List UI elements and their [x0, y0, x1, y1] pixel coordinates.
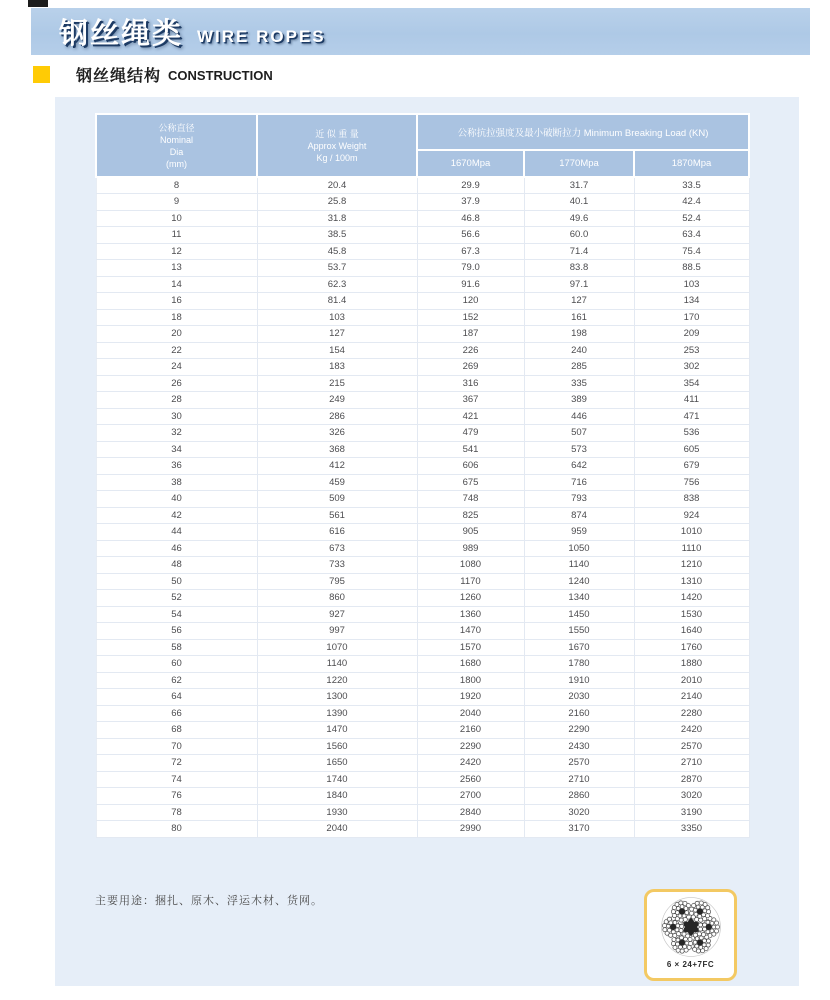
- table-cell: 1450: [524, 606, 634, 623]
- table-cell: 421: [417, 408, 524, 425]
- table-row: [96, 227, 749, 244]
- table-cell: 1550: [524, 623, 634, 640]
- table-cell: 2030: [524, 689, 634, 706]
- table-cell: 81.4: [257, 293, 417, 310]
- table-cell: 2840: [417, 804, 524, 821]
- table-row: [96, 623, 749, 640]
- table-cell: 120: [417, 293, 524, 310]
- table-cell: 187: [417, 326, 524, 343]
- table-row: [96, 276, 749, 293]
- table-cell: 16: [96, 293, 257, 310]
- table-cell: 605: [634, 441, 749, 458]
- table-cell: 1470: [417, 623, 524, 640]
- table-cell: 1140: [257, 656, 417, 673]
- table-cell: 2290: [524, 722, 634, 739]
- table-cell: 170: [634, 309, 749, 326]
- table-row: [96, 771, 749, 788]
- table-cell: 240: [524, 342, 634, 359]
- table-cell: 1310: [634, 573, 749, 590]
- table-cell: 1220: [257, 672, 417, 689]
- table-row: [96, 804, 749, 821]
- table-cell: 1780: [524, 656, 634, 673]
- table-cell: 31.8: [257, 210, 417, 227]
- table-cell: 1740: [257, 771, 417, 788]
- table-cell: 756: [634, 474, 749, 491]
- table-cell: 209: [634, 326, 749, 343]
- table-cell: 72: [96, 755, 257, 772]
- table-row: [96, 491, 749, 508]
- table-cell: 616: [257, 524, 417, 541]
- table-cell: 38: [96, 474, 257, 491]
- table-cell: 1680: [417, 656, 524, 673]
- title-bar: [31, 8, 810, 55]
- table-cell: 2570: [634, 738, 749, 755]
- table-cell: 989: [417, 540, 524, 557]
- table-cell: 91.6: [417, 276, 524, 293]
- table-cell: 2430: [524, 738, 634, 755]
- table-row: [96, 408, 749, 425]
- header-weight-unit: Kg / 100m: [316, 152, 358, 163]
- table-row: [96, 689, 749, 706]
- table-cell: 2290: [417, 738, 524, 755]
- rope-cross-section-diagram: [644, 889, 737, 981]
- table-cell: 2420: [417, 755, 524, 772]
- rope-construction-label: 6 × 24+7FC: [666, 960, 715, 969]
- table-cell: 97.1: [524, 276, 634, 293]
- table-cell: 75.4: [634, 243, 749, 260]
- header-dia-en2: Dia: [169, 146, 184, 157]
- table-row: [96, 540, 749, 557]
- content-panel: [55, 97, 799, 986]
- table-cell: 1260: [417, 590, 524, 607]
- header-weight-zh: 近 似 重 量: [315, 128, 359, 139]
- table-cell: 54: [96, 606, 257, 623]
- header-dia-zh: 公称直径: [158, 122, 195, 133]
- yellow-bullet-icon: [33, 66, 50, 83]
- rope-cross-section-icon: [656, 895, 726, 959]
- table-cell: 1910: [524, 672, 634, 689]
- table-cell: 103: [257, 309, 417, 326]
- table-cell: 60.0: [524, 227, 634, 244]
- table-cell: 33.5: [634, 177, 749, 194]
- table-cell: 471: [634, 408, 749, 425]
- table-cell: 285: [524, 359, 634, 376]
- header-nominal-dia: [96, 114, 257, 177]
- table-cell: 2560: [417, 771, 524, 788]
- table-cell: 1300: [257, 689, 417, 706]
- table-cell: 161: [524, 309, 634, 326]
- table-cell: 269: [417, 359, 524, 376]
- table-cell: 367: [417, 392, 524, 409]
- table-cell: 1340: [524, 590, 634, 607]
- table-cell: 2860: [524, 788, 634, 805]
- table-cell: 1930: [257, 804, 417, 821]
- table-cell: 905: [417, 524, 524, 541]
- table-cell: 561: [257, 507, 417, 524]
- table-cell: 2700: [417, 788, 524, 805]
- table-cell: 52: [96, 590, 257, 607]
- table-cell: 10: [96, 210, 257, 227]
- table-cell: 959: [524, 524, 634, 541]
- table-cell: 56: [96, 623, 257, 640]
- table-cell: 507: [524, 425, 634, 442]
- table-cell: 29.9: [417, 177, 524, 194]
- table-cell: 2710: [524, 771, 634, 788]
- table-cell: 1570: [417, 639, 524, 656]
- table-cell: 2570: [524, 755, 634, 772]
- table-cell: 860: [257, 590, 417, 607]
- table-cell: 79.0: [417, 260, 524, 277]
- page-corner-mark: [28, 0, 48, 7]
- table-cell: 76: [96, 788, 257, 805]
- table-cell: 71.4: [524, 243, 634, 260]
- table-cell: 573: [524, 441, 634, 458]
- table-cell: 38.5: [257, 227, 417, 244]
- table-cell: 2420: [634, 722, 749, 739]
- table-cell: 40: [96, 491, 257, 508]
- table-cell: 2280: [634, 705, 749, 722]
- table-cell: 748: [417, 491, 524, 508]
- table-row: [96, 342, 749, 359]
- table-row: [96, 755, 749, 772]
- table-cell: 78: [96, 804, 257, 821]
- table-cell: 30: [96, 408, 257, 425]
- table-row: [96, 210, 749, 227]
- table-cell: 67.3: [417, 243, 524, 260]
- table-cell: 9: [96, 194, 257, 211]
- table-cell: 1110: [634, 540, 749, 557]
- usage-note: 主要用途：捆扎、原木、浮运木材、货网。: [95, 895, 323, 907]
- table-cell: 49.6: [524, 210, 634, 227]
- header-grade-1770: 1770Mpa: [524, 150, 634, 177]
- table-cell: 253: [634, 342, 749, 359]
- table-cell: 62: [96, 672, 257, 689]
- table-cell: 249: [257, 392, 417, 409]
- table-cell: 44: [96, 524, 257, 541]
- table-cell: 1760: [634, 639, 749, 656]
- spec-table: [95, 113, 750, 838]
- table-cell: 22: [96, 342, 257, 359]
- table-row: [96, 326, 749, 343]
- table-cell: 679: [634, 458, 749, 475]
- table-cell: 1210: [634, 557, 749, 574]
- table-cell: 70: [96, 738, 257, 755]
- table-cell: 48: [96, 557, 257, 574]
- table-cell: 825: [417, 507, 524, 524]
- table-row: [96, 260, 749, 277]
- table-cell: 63.4: [634, 227, 749, 244]
- table-cell: 1640: [634, 623, 749, 640]
- header-dia-unit: (mm): [166, 158, 187, 169]
- table-cell: 25.8: [257, 194, 417, 211]
- header-weight-en: Approx Weight: [307, 140, 367, 151]
- table-cell: 64: [96, 689, 257, 706]
- table-row: [96, 293, 749, 310]
- table-cell: 479: [417, 425, 524, 442]
- table-row: [96, 507, 749, 524]
- table-cell: 733: [257, 557, 417, 574]
- table-cell: 62.3: [257, 276, 417, 293]
- table-row: [96, 788, 749, 805]
- table-cell: 154: [257, 342, 417, 359]
- table-cell: 60: [96, 656, 257, 673]
- table-row: [96, 557, 749, 574]
- table-cell: 3170: [524, 821, 634, 838]
- table-cell: 1240: [524, 573, 634, 590]
- table-cell: 368: [257, 441, 417, 458]
- table-cell: 795: [257, 573, 417, 590]
- table-row: [96, 705, 749, 722]
- table-cell: 24: [96, 359, 257, 376]
- table-cell: 675: [417, 474, 524, 491]
- table-cell: 1920: [417, 689, 524, 706]
- table-cell: 2140: [634, 689, 749, 706]
- table-cell: 2040: [417, 705, 524, 722]
- table-cell: 1010: [634, 524, 749, 541]
- table-cell: 42: [96, 507, 257, 524]
- table-cell: 997: [257, 623, 417, 640]
- table-cell: 1880: [634, 656, 749, 673]
- table-cell: 2010: [634, 672, 749, 689]
- table-cell: 3020: [524, 804, 634, 821]
- table-cell: 302: [634, 359, 749, 376]
- table-cell: 20: [96, 326, 257, 343]
- table-cell: 45.8: [257, 243, 417, 260]
- table-cell: 1470: [257, 722, 417, 739]
- section-title-zh: 钢丝绳结构: [76, 68, 162, 85]
- table-cell: 2160: [417, 722, 524, 739]
- table-cell: 11: [96, 227, 257, 244]
- table-cell: 326: [257, 425, 417, 442]
- table-row: [96, 194, 749, 211]
- table-cell: 536: [634, 425, 749, 442]
- header-breaking-load: 公称抗拉强度及最小破断拉力 Minimum Breaking Load (KN): [417, 114, 749, 150]
- table-cell: 1560: [257, 738, 417, 755]
- table-cell: 3190: [634, 804, 749, 821]
- table-cell: 20.4: [257, 177, 417, 194]
- table-cell: 874: [524, 507, 634, 524]
- table-cell: 46: [96, 540, 257, 557]
- table-cell: 66: [96, 705, 257, 722]
- table-cell: 14: [96, 276, 257, 293]
- table-cell: 226: [417, 342, 524, 359]
- table-cell: 411: [634, 392, 749, 409]
- table-row: [96, 441, 749, 458]
- table-cell: 509: [257, 491, 417, 508]
- table-row: [96, 309, 749, 326]
- table-cell: 1360: [417, 606, 524, 623]
- table-cell: 1800: [417, 672, 524, 689]
- table-row: [96, 573, 749, 590]
- table-cell: 1080: [417, 557, 524, 574]
- section-title-en: CONSTRUCTION: [168, 68, 273, 83]
- table-row: [96, 474, 749, 491]
- table-row: [96, 738, 749, 755]
- header-grade-1670: 1670Mpa: [417, 150, 524, 177]
- section-heading: [33, 63, 273, 86]
- table-row: [96, 606, 749, 623]
- page-title-zh: 钢丝绳类: [59, 18, 184, 50]
- table-cell: 2710: [634, 755, 749, 772]
- table-cell: 52.4: [634, 210, 749, 227]
- table-cell: 88.5: [634, 260, 749, 277]
- table-cell: 673: [257, 540, 417, 557]
- table-row: [96, 375, 749, 392]
- table-cell: 1670: [524, 639, 634, 656]
- table-cell: 354: [634, 375, 749, 392]
- table-cell: 152: [417, 309, 524, 326]
- table-cell: 53.7: [257, 260, 417, 277]
- table-cell: 58: [96, 639, 257, 656]
- page-title-en: WIRE ROPES: [197, 26, 326, 46]
- table-cell: 1140: [524, 557, 634, 574]
- table-cell: 286: [257, 408, 417, 425]
- table-row: [96, 722, 749, 739]
- table-cell: 28: [96, 392, 257, 409]
- table-row: [96, 821, 749, 838]
- table-cell: 8: [96, 177, 257, 194]
- table-cell: 26: [96, 375, 257, 392]
- table-cell: 924: [634, 507, 749, 524]
- table-cell: 31.7: [524, 177, 634, 194]
- table-cell: 642: [524, 458, 634, 475]
- table-cell: 36: [96, 458, 257, 475]
- table-cell: 412: [257, 458, 417, 475]
- table-cell: 2990: [417, 821, 524, 838]
- header-grade-1870: 1870Mpa: [634, 150, 749, 177]
- table-cell: 127: [257, 326, 417, 343]
- table-cell: 446: [524, 408, 634, 425]
- table-cell: 12: [96, 243, 257, 260]
- table-cell: 2160: [524, 705, 634, 722]
- table-cell: 74: [96, 771, 257, 788]
- table-cell: 3350: [634, 821, 749, 838]
- table-cell: 1390: [257, 705, 417, 722]
- table-row: [96, 177, 749, 194]
- table-cell: 32: [96, 425, 257, 442]
- table-cell: 42.4: [634, 194, 749, 211]
- table-cell: 18: [96, 309, 257, 326]
- table-cell: 716: [524, 474, 634, 491]
- table-cell: 389: [524, 392, 634, 409]
- table-cell: 316: [417, 375, 524, 392]
- table-row: [96, 524, 749, 541]
- table-cell: 68: [96, 722, 257, 739]
- table-row: [96, 590, 749, 607]
- table-cell: 541: [417, 441, 524, 458]
- table-cell: 927: [257, 606, 417, 623]
- table-cell: 183: [257, 359, 417, 376]
- table-cell: 127: [524, 293, 634, 310]
- table-cell: 46.8: [417, 210, 524, 227]
- table-cell: 1170: [417, 573, 524, 590]
- table-cell: 40.1: [524, 194, 634, 211]
- table-row: [96, 639, 749, 656]
- table-cell: 1070: [257, 639, 417, 656]
- table-cell: 34: [96, 441, 257, 458]
- table-row: [96, 392, 749, 409]
- table-cell: 459: [257, 474, 417, 491]
- table-row: [96, 359, 749, 376]
- table-cell: 215: [257, 375, 417, 392]
- table-cell: 37.9: [417, 194, 524, 211]
- table-row: [96, 656, 749, 673]
- table-cell: 1530: [634, 606, 749, 623]
- table-cell: 80: [96, 821, 257, 838]
- table-cell: 2870: [634, 771, 749, 788]
- table-cell: 793: [524, 491, 634, 508]
- table-cell: 103: [634, 276, 749, 293]
- table-cell: 56.6: [417, 227, 524, 244]
- table-cell: 2040: [257, 821, 417, 838]
- table-cell: 13: [96, 260, 257, 277]
- table-cell: 1050: [524, 540, 634, 557]
- table-cell: 1650: [257, 755, 417, 772]
- table-cell: 838: [634, 491, 749, 508]
- table-cell: 198: [524, 326, 634, 343]
- table-row: [96, 425, 749, 442]
- table-cell: 50: [96, 573, 257, 590]
- table-cell: 134: [634, 293, 749, 310]
- table-cell: 606: [417, 458, 524, 475]
- header-approx-weight: [257, 114, 417, 177]
- table-cell: 335: [524, 375, 634, 392]
- table-cell: 1840: [257, 788, 417, 805]
- table-cell: 3020: [634, 788, 749, 805]
- header-dia-en1: Nominal: [159, 134, 193, 145]
- table-row: [96, 672, 749, 689]
- table-cell: 83.8: [524, 260, 634, 277]
- table-cell: 1420: [634, 590, 749, 607]
- table-row: [96, 458, 749, 475]
- table-row: [96, 243, 749, 260]
